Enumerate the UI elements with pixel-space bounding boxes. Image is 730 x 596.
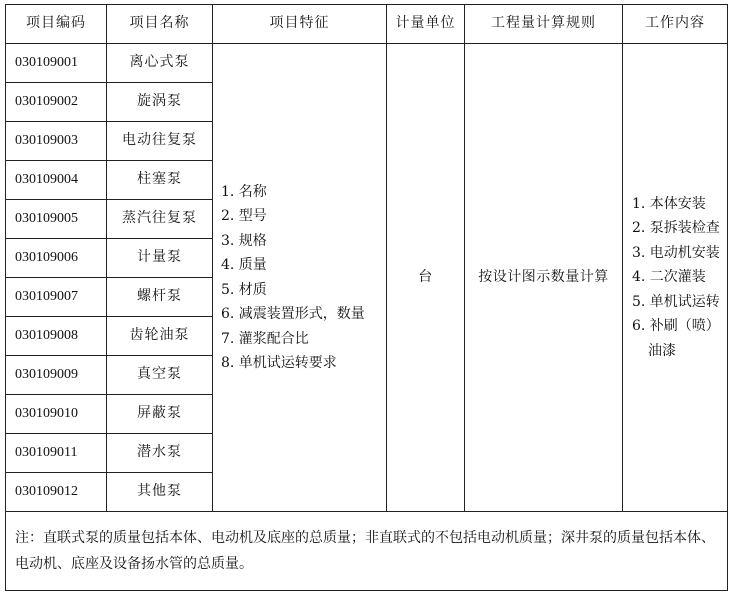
item-name: 旋涡泵 (107, 83, 213, 122)
feature-line: 5. 材质 (221, 281, 267, 298)
item-name: 柱塞泵 (107, 161, 213, 200)
item-features-cell (213, 44, 387, 512)
table-row (6, 44, 728, 83)
header-row (6, 5, 728, 44)
work-line: 3. 电动机安装 (632, 244, 720, 261)
feature-line: 3. 规格 (221, 232, 267, 249)
item-code: 030109010 (6, 395, 107, 434)
header-item-features: 项目特征 (213, 5, 387, 44)
item-code: 030109011 (6, 434, 107, 473)
item-name: 电动往复泵 (107, 122, 213, 161)
header-quantity-rule: 工程量计算规则 (465, 5, 623, 44)
item-name: 螺杆泵 (107, 278, 213, 317)
work-line: 1. 本体安装 (632, 195, 706, 212)
item-name: 蒸汽往复泵 (107, 200, 213, 239)
item-code: 030109004 (6, 161, 107, 200)
pump-spec-table (5, 4, 727, 592)
header-unit: 计量单位 (387, 5, 465, 44)
item-code: 030109008 (6, 317, 107, 356)
note-row (6, 512, 728, 591)
work-line: 2. 泵拆装检查 (632, 220, 720, 237)
work-content-cell (623, 44, 728, 512)
item-code: 030109012 (6, 473, 107, 512)
item-name: 离心式泵 (107, 44, 213, 83)
feature-line: 4. 质量 (221, 257, 267, 273)
item-name: 真空泵 (107, 356, 213, 395)
table-note: 注：直联式泵的质量包括本体、电动机及底座的总质量；非直联式的不包括电动机质量；深井泵的质量包括本体、电动机、底座及设备扬水管的总质量。 (6, 512, 728, 591)
item-code: 030109003 (6, 122, 107, 161)
item-name: 计量泵 (107, 239, 213, 278)
feature-line: 8. 单机试运转要求 (221, 355, 337, 371)
header-item-code: 项目编码 (6, 5, 107, 44)
feature-line: 6. 减震装置形式，数量 (221, 306, 365, 322)
item-code: 030109001 (6, 44, 107, 83)
work-line: 油漆 (648, 342, 676, 359)
feature-line: 2. 型号 (221, 208, 267, 224)
header-item-name: 项目名称 (107, 5, 213, 44)
item-name: 屏蔽泵 (107, 395, 213, 434)
unit-cell: 台 (387, 44, 465, 512)
feature-line: 7. 灌浆配合比 (221, 330, 309, 347)
work-line: 4. 二次灌装 (632, 269, 706, 286)
quantity-rule-cell: 按设计图示数量计算 (465, 44, 623, 512)
work-line: 6. 补刷（喷） (632, 318, 720, 335)
item-name: 其他泵 (107, 473, 213, 512)
feature-line: 1. 名称 (221, 183, 267, 200)
item-code: 030109006 (6, 239, 107, 278)
item-code: 030109005 (6, 200, 107, 239)
item-code: 030109009 (6, 356, 107, 395)
work-line: 5. 单机试运转 (632, 293, 720, 310)
header-work-content: 工作内容 (623, 5, 728, 44)
item-code: 030109007 (6, 278, 107, 317)
item-name: 齿轮油泵 (107, 317, 213, 356)
item-name: 潜水泵 (107, 434, 213, 473)
item-code: 030109002 (6, 83, 107, 122)
